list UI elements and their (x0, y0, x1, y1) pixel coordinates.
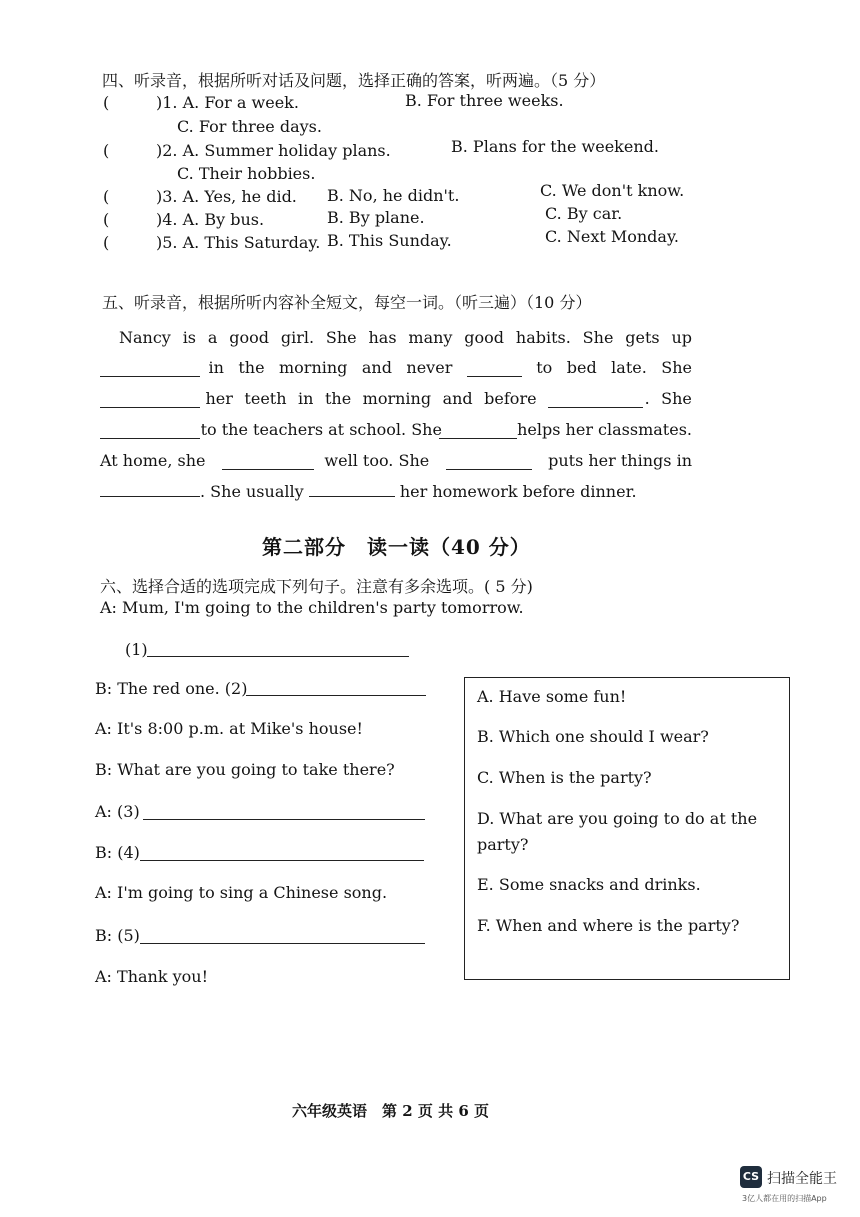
option-a: A. Have some fun! (477, 687, 627, 706)
passage-word: She (661, 358, 692, 377)
passage-word: has (368, 328, 397, 347)
q2-option-c: C. Their hobbies. (177, 164, 316, 183)
q4-option-c: C. By car. (545, 204, 623, 223)
q3-option-c: C. We don't know. (540, 181, 685, 200)
passage-line-6 (100, 482, 637, 501)
passage-line-5 (100, 451, 692, 470)
q2-option-a: )2. A. Summer holiday plans. (156, 141, 391, 160)
option-d: D. What are you going to do at the party? (477, 809, 758, 854)
dialogue-blank-4[interactable] (140, 860, 424, 861)
dialogue-blank-2[interactable] (246, 695, 426, 696)
passage-word: the (324, 389, 352, 408)
passage-word: a (207, 328, 218, 347)
passage-line-2 (100, 358, 692, 377)
answer-blank[interactable] (309, 482, 395, 497)
dialogue-line-7: A: I'm going to sing a Chinese song. (95, 883, 388, 902)
passage-word: teeth (244, 389, 287, 408)
passage-word: She (325, 328, 357, 347)
passage-text: to the teachers at school. She (200, 420, 442, 439)
q4-option-a: )4. A. By bus. (156, 210, 265, 229)
option-b: B. Which one should I wear? (477, 727, 709, 746)
dialogue-line-2: B: The red one. (2) (95, 679, 248, 698)
option-e: E. Some snacks and drinks. (477, 875, 701, 894)
section4-heading: 四、听录音，根据所听对话及问题，选择正确的答案，听两遍。（5 分） (102, 71, 606, 90)
dialogue-line-8: B: (5) (95, 926, 140, 945)
section6-heading: 六、选择合适的选项完成下列句子。注意有多余选项。( 5 分) (100, 577, 533, 596)
passage-text: her homework before dinner. (399, 482, 637, 501)
answer-blank[interactable] (548, 393, 643, 408)
camscanner-logo-icon: CS (740, 1166, 762, 1188)
options-box (464, 677, 790, 980)
page-footer: 六年级英语 第 2 页 共 6 页 (292, 1102, 489, 1120)
passage-word: before (484, 389, 537, 408)
passage-word: her (205, 389, 233, 408)
passage-word: and (442, 389, 473, 408)
q2-option-b: B. Plans for the weekend. (451, 137, 659, 156)
passage-word: up (671, 328, 692, 347)
passage-text: . She usually (200, 482, 304, 501)
q1-option-c: C. For three days. (177, 117, 322, 136)
answer-blank[interactable] (439, 424, 517, 439)
dialogue-line-5: A: (3) (95, 802, 140, 821)
dialogue-blank-1-label: (1) (125, 640, 148, 659)
part2-title: 第二部分 读一读（40 分） (262, 535, 531, 559)
q3-paren: ( (103, 187, 110, 206)
passage-word: good (229, 328, 269, 347)
passage-word: She (582, 328, 614, 347)
passage-word: morning (362, 389, 432, 408)
answer-blank[interactable] (100, 362, 200, 377)
q1-paren: ( (103, 93, 110, 112)
dialogue-line-6: B: (4) (95, 843, 140, 862)
section5-heading: 五、听录音，根据所听内容补全短文，每空一词。（听三遍）（10 分） (102, 293, 592, 312)
passage-word: to (536, 358, 553, 377)
passage-word: girl. (280, 328, 315, 347)
passage-line-3 (100, 389, 692, 408)
answer-blank[interactable] (446, 455, 532, 470)
q5-option-b: B. This Sunday. (327, 231, 452, 250)
dialogue-blank-5[interactable] (140, 943, 425, 944)
watermark-tagline: 3亿人都在用的扫描App (742, 1194, 827, 1203)
q3-option-a: )3. A. Yes, he did. (156, 187, 297, 206)
dialogue-line-3: A: It's 8:00 p.m. at Mike's house! (95, 719, 363, 738)
passage-word: She (661, 389, 692, 408)
q2-paren: ( (103, 141, 110, 160)
passage-word: bed (566, 358, 597, 377)
dialogue-line-1: A: Mum, I'm going to the children's party tomorrow. (100, 598, 524, 617)
q1-option-a: )1. A. For a week. (156, 93, 299, 112)
q5-option-c: C. Next Monday. (545, 227, 679, 246)
passage-word: gets (625, 328, 660, 347)
q4-option-b: B. By plane. (327, 208, 425, 227)
dialogue-line-4: B: What are you going to take there? (95, 760, 395, 779)
answer-blank[interactable] (467, 362, 522, 377)
passage-word: . (644, 389, 650, 408)
option-f: F. When and where is the party? (477, 916, 740, 935)
passage-word: in (298, 389, 314, 408)
passage-text: At home, she (100, 451, 206, 470)
passage-word: in (208, 358, 224, 377)
passage-text: well too. She (324, 451, 430, 470)
answer-blank[interactable] (222, 455, 314, 470)
dialogue-blank-3[interactable] (143, 819, 425, 820)
passage-text: puts her things in (548, 451, 692, 470)
answer-blank[interactable] (100, 424, 200, 439)
passage-word: is (182, 328, 197, 347)
passage-word: many (408, 328, 453, 347)
q4-paren: ( (103, 210, 110, 229)
option-c: C. When is the party? (477, 768, 652, 787)
passage-word: habits. (515, 328, 571, 347)
passage-word: morning (278, 358, 348, 377)
passage-word: Nancy (119, 328, 171, 347)
dialogue-line-9: A: Thank you! (95, 967, 209, 986)
q3-option-b: B. No, he didn't. (327, 186, 460, 205)
passage-line-1 (119, 328, 692, 347)
answer-blank[interactable] (100, 393, 200, 408)
q5-option-a: )5. A. This Saturday. (156, 233, 321, 252)
passage-word: late. (611, 358, 647, 377)
passage-word: never (406, 358, 453, 377)
passage-word: the (238, 358, 265, 377)
answer-blank[interactable] (100, 482, 200, 497)
dialogue-blank-1[interactable] (147, 656, 409, 657)
q1-option-b: B. For three weeks. (405, 91, 564, 110)
q5-paren: ( (103, 233, 110, 252)
passage-word: and (361, 358, 392, 377)
passage-word: good (464, 328, 505, 347)
passage-text: helps her classmates. (517, 420, 692, 439)
passage-line-4 (100, 420, 692, 439)
watermark-name: 扫描全能王 (767, 1171, 837, 1187)
